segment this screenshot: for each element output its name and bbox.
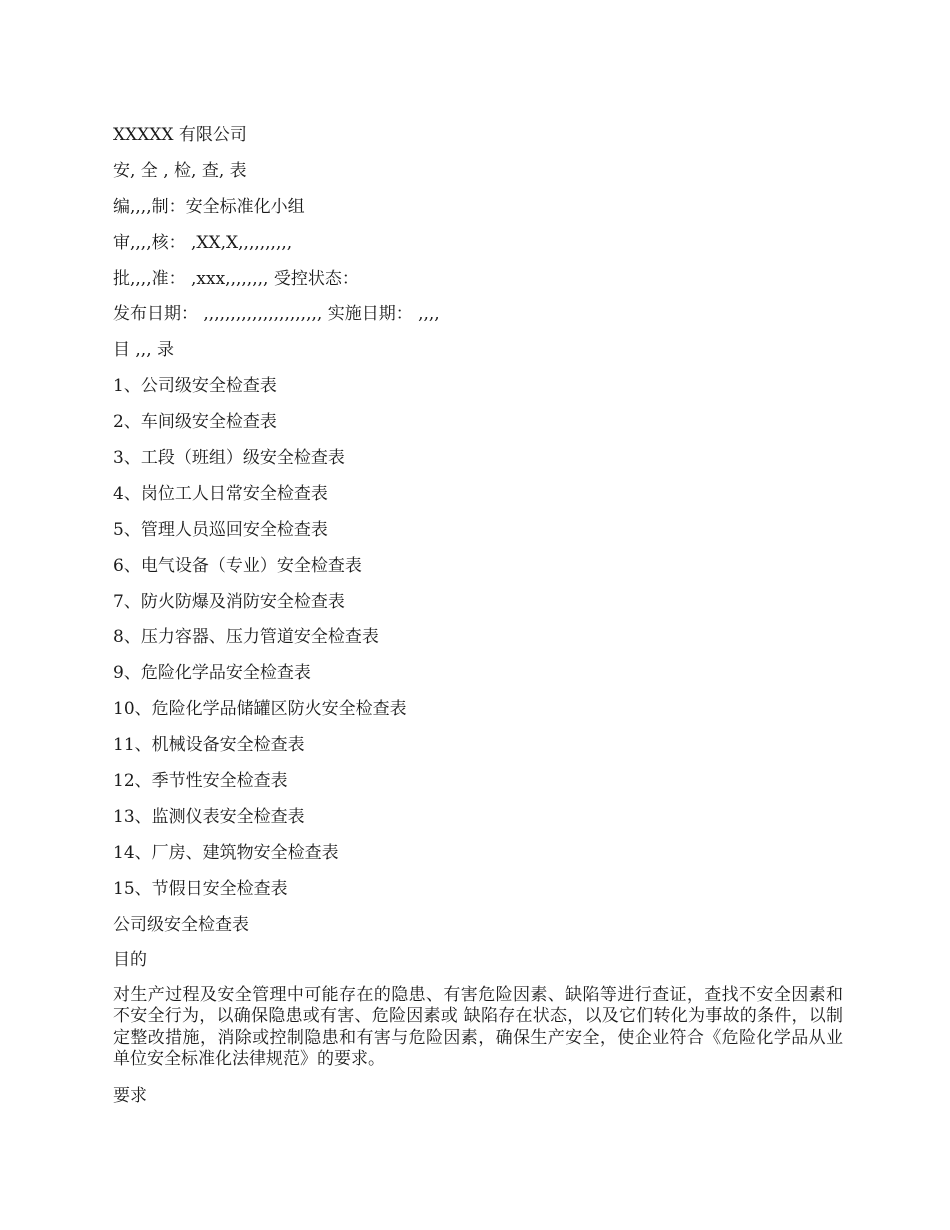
document-content: [113, 124, 843, 1121]
purpose-paragraph: 对生产过程及安全管理中可能存在的隐患、有害危险因素、缺陷等进行查证，查找不安全因素和不安全行为，以确保隐患或有害、危险因素或 缺陷存在状态，以及它们转化为事故的条件，以制定整改措施，消除或控制隐患和有害与危险因素，确保生产安全，使企业符合《危险化学品从业 单位安全标准化法律规范》的要求。: [113, 984, 843, 1070]
table-of-contents: [113, 375, 843, 899]
compiled-by: 编,,,,制：安全标准化小组: [113, 196, 305, 217]
toc-item: 6、电气设备（专业）安全检查表: [113, 555, 362, 576]
toc-item: 10、危险化学品储罐区防火安全检查表: [113, 699, 407, 720]
toc-item: 4、岗位工人日常安全检查表: [113, 483, 328, 504]
approved-by: 批,,,,准： ,xxx,,,,,,,, 受控状态：: [113, 268, 359, 289]
reviewed-by: 审,,,,核： ,XX,X,,,,,,,,,,: [113, 232, 293, 253]
toc-item: 9、危险化学品安全检查表: [113, 663, 311, 684]
document-title: 安, 全 , 检, 查, 表: [113, 160, 247, 181]
toc-item: 15、节假日安全检查表: [113, 878, 288, 899]
purpose-heading: 目的: [113, 950, 147, 971]
requirements-heading: 要求: [113, 1085, 147, 1106]
toc-item: 13、监测仪表安全检查表: [113, 806, 305, 827]
company-name: XXXXX 有限公司: [113, 125, 247, 145]
publish-dates: 发布日期： ,,,,,,,,,,,,,,,,,,,,,, 实施日期： ,,,,: [113, 304, 440, 325]
toc-item: 5、管理人员巡回安全检查表: [113, 519, 328, 540]
toc-item: 7、防火防爆及消防安全检查表: [113, 591, 345, 612]
toc-item: 12、季节性安全检查表: [113, 771, 288, 792]
toc-item: 2、车间级安全检查表: [113, 412, 277, 433]
toc-heading: 目 ,,, 录: [113, 340, 175, 361]
section-title: 公司级安全检查表: [113, 914, 249, 935]
toc-item: 14、厂房、建筑物安全检查表: [113, 842, 339, 863]
toc-item: 1、公司级安全检查表: [113, 376, 277, 397]
toc-item: 3、工段（班组）级安全检查表: [113, 448, 345, 469]
toc-item: 8、压力容器、压力管道安全检查表: [113, 627, 379, 648]
toc-item: 11、机械设备安全检查表: [113, 735, 305, 756]
